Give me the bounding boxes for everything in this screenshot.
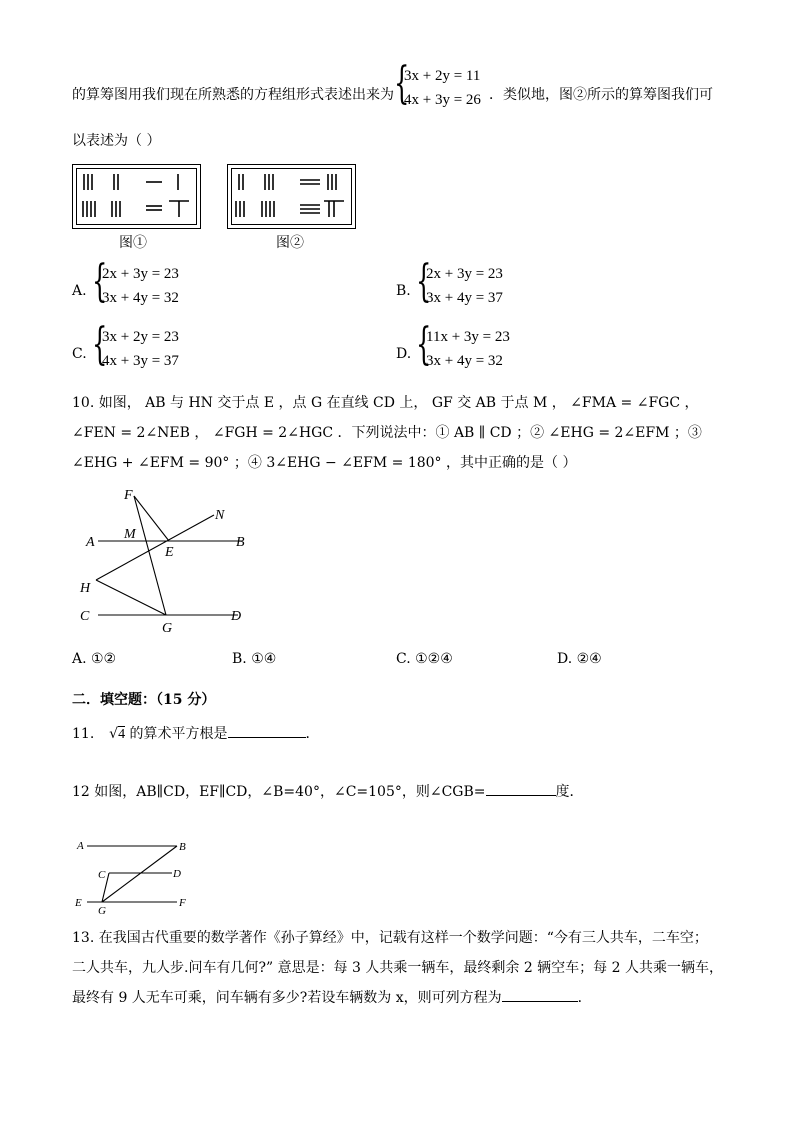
q9-option-d-label[interactable]: D. — [396, 346, 412, 362]
q10-geometry-figure — [72, 482, 262, 637]
q13-answer-blank[interactable] — [502, 1001, 578, 1002]
q9-option-b-system[interactable]: { 2x + 3y = 23 3x + 4y = 37 — [416, 256, 503, 307]
q12-answer-blank[interactable] — [486, 795, 556, 796]
q11-number: 11. — [72, 726, 95, 742]
q10-option-c[interactable]: C. ①②④ — [396, 651, 453, 667]
option-d-eq-2: 3x + 4y = 32 — [426, 353, 503, 369]
label-h: H — [80, 581, 91, 596]
q10-line1: 10. 如图， AB 与 HN 交于点 E ，点 G 在直线 CD 上， GF 交 AB 于点 M ， ∠FMA = ∠FGC ， — [72, 395, 699, 411]
q10-option-d[interactable]: D. ②④ — [557, 651, 602, 667]
label-a: A — [86, 535, 95, 550]
label-m: M — [124, 527, 136, 542]
option-d-eq-1: 11x + 3y = 23 — [426, 329, 510, 345]
label-n: N — [215, 508, 225, 523]
label-f: F — [179, 897, 186, 909]
q11-text: 的算术平方根是 — [129, 726, 228, 742]
q9-option-b-label[interactable]: B. — [396, 283, 411, 299]
label-c: C — [98, 869, 106, 881]
segment-bg — [102, 846, 177, 902]
option-c-eq-2: 4x + 3y = 37 — [102, 353, 179, 369]
label-e: E — [75, 897, 82, 909]
label-e: E — [165, 545, 174, 560]
segment-hg — [96, 580, 166, 615]
line-hn — [96, 515, 214, 580]
q11-answer-blank[interactable] — [228, 737, 306, 738]
q13-line3-wrap — [72, 987, 592, 1007]
option-a-eq-1: 2x + 3y = 23 — [102, 266, 179, 282]
given-eq-1: 3x + 2y = 11 — [404, 68, 481, 84]
label-g: G — [162, 621, 173, 636]
q10-line3: ∠EHG + ∠EFM = 90° ；④ 3∠EHG − ∠EFM = 180° ，其中正确的是（ ） — [72, 455, 577, 471]
q9-option-a-label[interactable]: A. — [72, 283, 87, 299]
option-a-eq-2: 3x + 4y = 32 — [102, 290, 179, 306]
label-g: G — [98, 905, 106, 917]
q13-end: ． — [577, 990, 592, 1006]
q9-option-d-system[interactable]: { 11x + 3y = 23 3x + 4y = 32 — [416, 319, 510, 370]
q12-end: 度． — [555, 784, 584, 800]
q12-geometry-figure — [72, 836, 197, 918]
option-c-eq-1: 3x + 2y = 23 — [102, 329, 179, 345]
q10-option-b[interactable]: B. ①④ — [232, 651, 277, 667]
label-f: F — [124, 488, 133, 503]
q9-option-c-label[interactable]: C. — [72, 346, 87, 362]
q9-option-a-system[interactable]: { 2x + 3y = 23 3x + 4y = 32 — [92, 256, 179, 307]
rod-diagram-2 — [228, 165, 355, 228]
rod-figure-2 — [227, 164, 356, 229]
rod-diagram-1 — [73, 165, 200, 228]
q13-line1: 13. 在我国古代重要的数学著作《孙子算经》中，记载有这样一个数学问题：“今有三人共车，二车空； — [72, 930, 708, 946]
q13-line3: 最终有 9 人无车可乘，问车辆有多少?若设车辆数为 x，则可列方程为 — [72, 990, 502, 1006]
label-b: B — [179, 841, 186, 853]
label-b: B — [236, 535, 245, 550]
q10-option-a[interactable]: A. ①② — [72, 651, 117, 667]
q12 — [72, 781, 584, 801]
rod-figure-1 — [72, 164, 201, 229]
segment-fe — [134, 496, 169, 541]
q9-given-system: { 3x + 2y = 11 4x + 3y = 26 — [394, 58, 481, 109]
option-b-eq-1: 2x + 3y = 23 — [426, 266, 503, 282]
q10-line2: ∠FEN = 2∠NEB ， ∠FGH = 2∠HGC ．下列说法中：① AB ∥ CD ；② ∠EHG = 2∠EFM ；③ — [72, 425, 702, 441]
q13-line2: 二人共车，九人步.问车有几何?” 意思是：每 3 人共乘一辆车，最终剩余 2 辆空车；每 2 人共乘一辆车， — [72, 960, 723, 976]
q9-intro-after: ．类似地，图②所示的算筹图我们可 — [489, 87, 713, 103]
section-2-title: 二．填空题：（15 分） — [72, 692, 216, 708]
label-d: D — [231, 609, 242, 624]
q9-intro-line2: 以表述为（ ） — [72, 133, 161, 149]
segment-fg — [134, 496, 166, 615]
q9-option-c-system[interactable]: { 3x + 2y = 23 4x + 3y = 37 — [92, 319, 179, 370]
label-a: A — [77, 840, 84, 852]
q11 — [72, 723, 320, 743]
given-eq-2: 4x + 3y = 26 — [404, 92, 481, 108]
fig2-caption: 图② — [276, 235, 304, 251]
q9-intro-before: 的算筹图用我们现在所熟悉的方程组形式表述出来为 — [72, 87, 394, 103]
label-c: C — [80, 609, 90, 624]
q11-radicand: 4 — [118, 727, 126, 742]
q11-end: ． — [305, 726, 320, 742]
option-b-eq-2: 3x + 4y = 37 — [426, 290, 503, 306]
label-d: D — [173, 868, 181, 880]
q12-text: 12 如图，AB∥CD，EF∥CD，∠B=40°，∠C=105°，则∠CGB= — [72, 784, 486, 800]
sqrt-symbol: √ — [109, 726, 119, 742]
fig1-caption: 图① — [119, 235, 147, 251]
